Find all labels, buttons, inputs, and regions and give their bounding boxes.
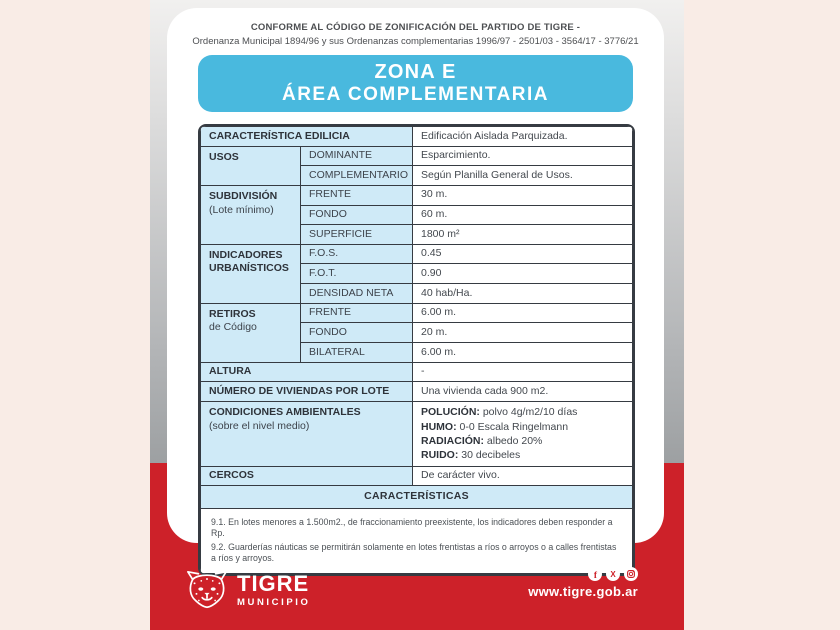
cell-subdivision-label	[201, 185, 301, 244]
condicion-humo: HUMO: 0-0 Escala Ringelmann	[421, 420, 569, 433]
svg-text:X: X	[610, 570, 616, 579]
cell-fos: F.O.S.	[301, 244, 413, 264]
zone-subtitle: ÁREA COMPLEMENTARIA	[281, 84, 550, 106]
cell-viviendas-value: Una vivienda cada 900 m2.	[413, 382, 633, 402]
cell-altura-label: ALTURA	[201, 362, 413, 382]
cell-edilicia-value: Edificación Aislada Parquizada.	[413, 127, 633, 147]
card	[167, 8, 664, 564]
cell-bilateral: BILATERAL	[301, 343, 413, 363]
row-cercos	[201, 466, 633, 486]
cell-sub-frente: FRENTE	[301, 185, 413, 205]
condicion-polucion: POLUCIÓN: polvo 4g/m2/10 días	[421, 406, 578, 419]
instagram-icon[interactable]	[624, 567, 638, 581]
row-notes	[201, 508, 633, 573]
jaguar-logo-icon	[185, 568, 229, 612]
caracteristicas-title: CARACTERÍSTICAS	[201, 486, 633, 509]
cell-retiros-label	[201, 303, 301, 362]
x-twitter-icon[interactable]	[606, 567, 620, 581]
brand-subtitle: MUNICIPIO	[237, 596, 311, 608]
notes-cell	[201, 508, 633, 573]
cell-densidad-value: 40 hab/Ha.	[413, 284, 633, 304]
row-altura	[201, 362, 633, 382]
facebook-icon[interactable]	[588, 567, 602, 581]
condicion-radiacion: RADIACIÓN: albedo 20%	[421, 434, 543, 447]
cell-edilicia-label: CARACTERÍSTICA EDILICIA	[201, 127, 413, 147]
cell-ret-frente-value: 6.00 m.	[413, 303, 633, 323]
header-line1: CONFORME AL CÓDIGO DE ZONIFICACIÓN DEL PARTIDO DE TIGRE -	[250, 22, 581, 33]
svg-text:f: f	[593, 570, 597, 581]
row-subdivision-frente	[201, 185, 633, 205]
cell-superficie-value: 1800 m²	[413, 225, 633, 245]
cell-dominante: DOMINANTE	[301, 146, 413, 166]
cell-indicadores-label: INDICADORES URBANÍSTICOS	[201, 244, 301, 303]
header-line2: Ordenanza Municipal 1894/96 y sus Ordenanzas complementarias 1996/97 - 2501/03 - 3564/17 - 3776/21	[192, 36, 639, 47]
cell-fot-value: 0.90	[413, 264, 633, 284]
cell-dominante-value: Esparcimiento.	[413, 146, 633, 166]
subdivision-sublabel: (Lote mínimo)	[209, 203, 274, 216]
cell-viviendas-label: NÚMERO DE VIVIENDAS POR LOTE	[201, 382, 413, 402]
subdivision-title: SUBDIVISIÓN	[209, 189, 278, 202]
cell-sub-fondo-value: 60 m.	[413, 205, 633, 225]
cell-altura-value: -	[413, 362, 633, 382]
row-usos-dominante	[201, 146, 633, 166]
row-condiciones	[201, 401, 633, 466]
cell-cercos-label: CERCOS	[201, 466, 413, 486]
document-header	[167, 22, 664, 47]
cell-bilateral-value: 6.00 m.	[413, 343, 633, 363]
retiros-sublabel: de Código	[209, 321, 257, 334]
note-9-2: 9.2. Guarderías náuticas se permitirán solamente en lotes frentistas a ríos o arroyos o a calles frentistas a ríos y arroyos.	[211, 541, 617, 564]
brand-name: TIGRE	[237, 570, 310, 596]
retiros-title: RETIROS	[209, 307, 256, 320]
condiciones-sublabel: (sobre el nivel medio)	[209, 419, 310, 432]
cell-ret-frente: FRENTE	[301, 303, 413, 323]
zone-banner	[198, 55, 633, 112]
zone-title: ZONA E	[374, 61, 457, 84]
cell-ret-fondo: FONDO	[301, 323, 413, 343]
cell-condiciones-label	[201, 401, 413, 466]
row-viviendas	[201, 382, 633, 402]
cell-usos-label: USOS	[201, 146, 301, 185]
cell-sub-fondo: FONDO	[301, 205, 413, 225]
condiciones-title: CONDICIONES AMBIENTALES	[209, 405, 361, 418]
cell-condiciones-value	[413, 401, 633, 466]
website-url[interactable]: www.tigre.gob.ar	[528, 584, 638, 599]
cell-superficie: SUPERFICIE	[301, 225, 413, 245]
cell-complementario-value: Según Planilla General de Usos.	[413, 166, 633, 186]
brand-text	[237, 570, 311, 608]
note-9-1: 9.1. En lotes menores a 1.500m2., de fraccionamiento preexistente, los indicadores deben responder a Rp.	[211, 516, 613, 539]
cell-fot: F.O.T.	[301, 264, 413, 284]
row-fos	[201, 244, 633, 264]
row-retiros-frente	[201, 303, 633, 323]
spec-table	[198, 124, 635, 576]
row-caracteristicas-header	[201, 486, 633, 509]
row-edilicia	[201, 127, 633, 147]
condicion-ruido: RUIDO: 30 decibeles	[421, 448, 521, 461]
cell-densidad: DENSIDAD NETA	[301, 284, 413, 304]
social-icons	[528, 567, 638, 581]
cell-fos-value: 0.45	[413, 244, 633, 264]
footer-right-block	[528, 567, 638, 599]
brand-block	[185, 568, 311, 612]
cell-cercos-value: De carácter vivo.	[413, 466, 633, 486]
cell-sub-frente-value: 30 m.	[413, 185, 633, 205]
cell-ret-fondo-value: 20 m.	[413, 323, 633, 343]
cell-complementario: COMPLEMENTARIO	[301, 166, 413, 186]
